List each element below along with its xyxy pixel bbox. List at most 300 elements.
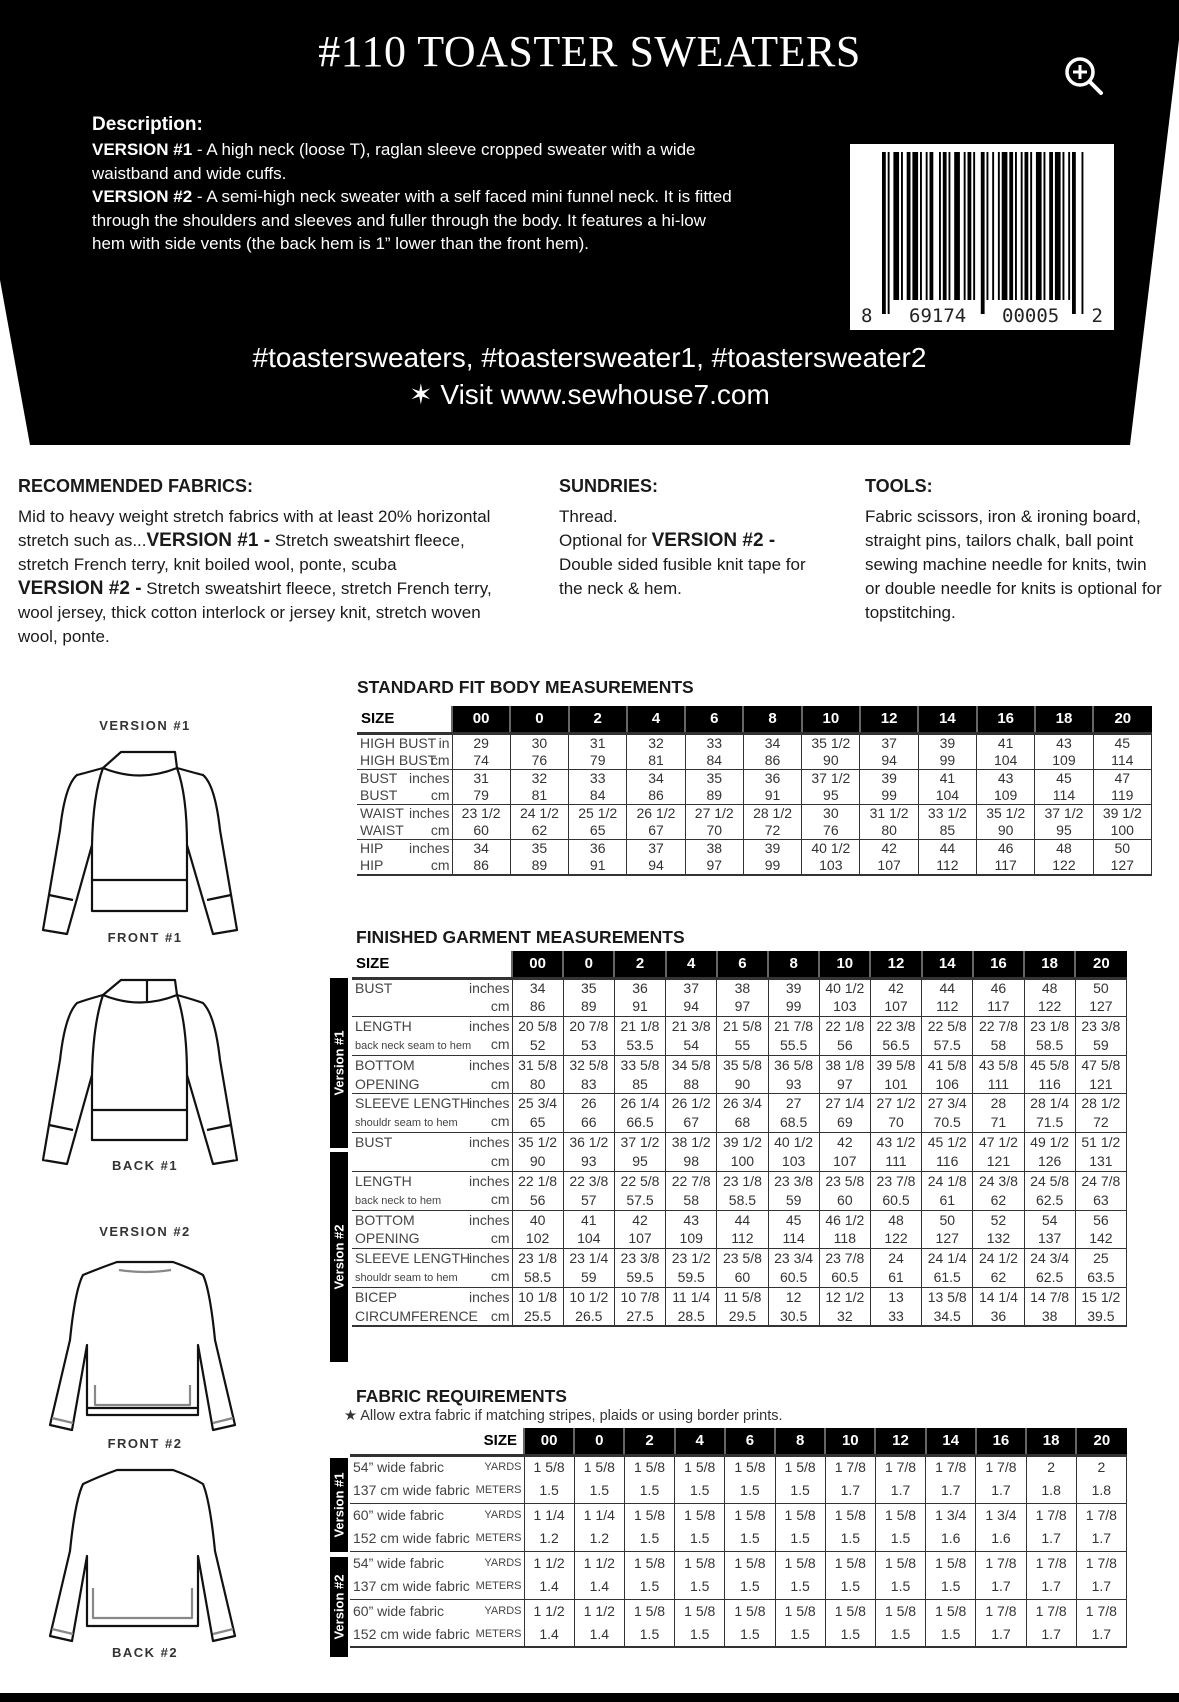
size-label: SIZE	[357, 706, 452, 733]
row-unit: inches	[409, 769, 450, 786]
zoom-in-icon	[1062, 54, 1108, 100]
cell-size-0: 89	[510, 857, 568, 875]
fabrics-v1-label: VERSION #1 -	[146, 530, 271, 551]
cell-size-10: 107	[819, 1152, 870, 1171]
table-row	[352, 1113, 1127, 1133]
cell-size-12: 39	[860, 769, 918, 787]
cell-size-2: 1 5/8	[624, 1503, 674, 1527]
cell-size-6: 84	[685, 752, 743, 770]
back1-label: BACK #1	[111, 1158, 179, 1173]
website-link[interactable]: ✶ Visit www.sewhouse7.com	[409, 379, 770, 410]
cell-size-00: 56	[512, 1191, 563, 1211]
recommended-fabrics	[18, 476, 498, 649]
cell-size-14: 24 1/4	[922, 1249, 973, 1268]
cell-size-8: 40 1/2	[768, 1133, 819, 1152]
cell-size-6: 29.5	[717, 1307, 768, 1326]
row-name: 60” wide fabric	[353, 1602, 445, 1619]
cell-size-8: 28 1/2	[743, 804, 801, 822]
table-row	[352, 1171, 1127, 1190]
barcode-bar	[1002, 152, 1008, 300]
row-unit: cm	[430, 856, 450, 873]
cell-size-4: 98	[666, 1152, 717, 1171]
size-header-20: 20	[1075, 951, 1126, 978]
row-unit: METERS	[475, 1580, 522, 1593]
finished-v1-bar	[330, 978, 348, 1148]
row-label	[357, 822, 452, 840]
cell-size-2: 107	[614, 1229, 665, 1248]
cell-size-0: 1.4	[574, 1623, 624, 1647]
cell-size-0: 1 5/8	[574, 1455, 624, 1479]
cell-size-16: 1.7	[976, 1479, 1026, 1503]
row-unit: cm	[490, 1035, 510, 1052]
front2-sketch	[35, 1250, 255, 1440]
table-row	[352, 1017, 1127, 1036]
cell-size-10: 1.5	[825, 1527, 875, 1551]
cell-size-6: 58.5	[717, 1191, 768, 1211]
size-header-00: 00	[524, 1428, 574, 1455]
barcode-bar	[1025, 152, 1029, 300]
row-name: BUST	[360, 786, 398, 803]
cell-size-10: 27 1/4	[819, 1094, 870, 1113]
cell-size-20: 15 1/2	[1075, 1288, 1126, 1307]
cell-size-12: 70	[870, 1113, 921, 1133]
row-label	[352, 978, 512, 997]
cell-size-16: 1.7	[976, 1575, 1026, 1599]
cell-size-12: 43 1/2	[870, 1133, 921, 1152]
cell-size-6: 97	[685, 857, 743, 875]
cell-size-4: 22 7/8	[666, 1171, 717, 1190]
cell-size-12: 60.5	[870, 1191, 921, 1211]
cell-size-12: 94	[860, 752, 918, 770]
barcode-bar	[981, 152, 985, 314]
back2-sketch	[35, 1466, 255, 1656]
barcode-bar	[1015, 152, 1017, 300]
cell-size-10: 42	[819, 1133, 870, 1152]
barcode-bar	[939, 152, 941, 300]
row-unit: inches	[469, 979, 510, 996]
cell-size-6: 1.5	[725, 1479, 775, 1503]
sundries-v2-label: VERSION #2 -	[651, 530, 776, 551]
cell-size-14: 1 3/4	[926, 1503, 976, 1527]
cell-size-4: 1 5/8	[675, 1551, 725, 1575]
cell-size-18: 38	[1024, 1307, 1075, 1326]
cell-size-6: 97	[717, 997, 768, 1016]
cell-size-2: 91	[614, 997, 665, 1016]
table-row	[352, 1191, 1127, 1211]
size-header-00: 00	[512, 951, 563, 978]
cell-size-8: 30.5	[768, 1307, 819, 1326]
row-label	[352, 1249, 512, 1268]
row-unit: inches	[469, 1134, 510, 1151]
cell-size-00: 23 1/2	[452, 804, 510, 822]
cell-size-0: 10 1/2	[563, 1288, 614, 1307]
cell-size-10: 1.5	[825, 1575, 875, 1599]
cell-size-16: 24 3/8	[973, 1171, 1024, 1190]
cell-size-10: 97	[819, 1075, 870, 1094]
size-header-12: 12	[870, 951, 921, 978]
cell-size-6: 44	[717, 1210, 768, 1229]
cell-size-18: 37 1/2	[1035, 804, 1093, 822]
cell-size-0: 35	[563, 978, 614, 997]
size-header-0: 0	[574, 1428, 624, 1455]
cell-size-16: 14 1/4	[973, 1288, 1024, 1307]
row-name: BOTTOM	[355, 1211, 415, 1228]
row-label	[352, 1017, 512, 1036]
cell-size-4: 81	[627, 752, 685, 770]
cell-size-2: 85	[614, 1075, 665, 1094]
cell-size-16: 71	[973, 1113, 1024, 1133]
cell-size-20: 119	[1093, 787, 1151, 805]
v1-label: VERSION #1	[92, 140, 193, 159]
size-header-10: 10	[802, 706, 860, 733]
cell-size-16: 41	[977, 733, 1035, 752]
cell-size-4: 37	[666, 978, 717, 997]
cell-size-16: 62	[973, 1268, 1024, 1288]
barcode-bar	[1030, 152, 1032, 300]
cell-size-8: 103	[768, 1152, 819, 1171]
cell-size-20: 121	[1075, 1075, 1126, 1094]
row-label	[357, 839, 452, 857]
cell-size-14: 24 1/8	[922, 1171, 973, 1190]
cell-size-16: 24 1/2	[973, 1249, 1024, 1268]
cell-size-8: 60.5	[768, 1268, 819, 1288]
row-name: SLEEVE LENGTH	[355, 1095, 471, 1112]
finished-v2-bar	[330, 1152, 348, 1362]
table-row	[357, 839, 1152, 857]
cell-size-12: 101	[870, 1075, 921, 1094]
cell-size-20: 59	[1075, 1036, 1126, 1056]
row-label	[352, 1307, 512, 1326]
cell-size-20: 1.7	[1076, 1623, 1126, 1647]
fabrics-v2-label: VERSION #2 -	[18, 578, 142, 599]
tools-text: Fabric scissors, iron & ironing board, straight pins, tailors chalk, ball point sewing machine needle for knits, twin or double needle for knits is optional for topstitching.	[865, 507, 1162, 622]
cell-size-20: 24 7/8	[1075, 1171, 1126, 1190]
cell-size-18: 48	[1024, 978, 1075, 997]
row-label	[352, 1075, 512, 1094]
cell-size-12: 23 7/8	[870, 1171, 921, 1190]
cell-size-12: 111	[870, 1152, 921, 1171]
cell-size-12: 107	[860, 857, 918, 875]
barcode-bar	[998, 152, 1000, 300]
row-label	[352, 1094, 512, 1113]
cell-size-8: 68.5	[768, 1113, 819, 1133]
cell-size-4: 11 1/4	[666, 1288, 717, 1307]
cell-size-14: 34.5	[922, 1307, 973, 1326]
row-unit: inches	[469, 1172, 510, 1189]
cell-size-6: 1.5	[725, 1527, 775, 1551]
cell-size-10: 40 1/2	[819, 978, 870, 997]
cell-size-10: 60	[819, 1191, 870, 1211]
size-header-14: 14	[922, 951, 973, 978]
cell-size-0: 66	[563, 1113, 614, 1133]
cell-size-14: 99	[918, 752, 976, 770]
cell-size-2: 31	[569, 733, 627, 752]
size-header-0: 0	[563, 951, 614, 978]
cell-size-8: 1.5	[775, 1623, 825, 1647]
row-unit: inches	[469, 1095, 510, 1112]
size-header-12: 12	[875, 1428, 925, 1455]
size-header-16: 16	[977, 706, 1035, 733]
cell-size-8: 114	[768, 1229, 819, 1248]
finished-measurements-title: FINISHED GARMENT MEASUREMENTS	[356, 927, 685, 947]
cell-size-18: 109	[1035, 752, 1093, 770]
front2-label: FRONT #2	[107, 1436, 183, 1451]
cell-size-00: 60	[452, 822, 510, 840]
cell-size-10: 76	[802, 822, 860, 840]
cell-size-12: 61	[870, 1268, 921, 1288]
size-header-10: 10	[819, 951, 870, 978]
cell-size-18: 28 1/4	[1024, 1094, 1075, 1113]
cell-size-20: 50	[1093, 839, 1151, 857]
row-label	[352, 1113, 512, 1133]
cell-size-0: 93	[563, 1152, 614, 1171]
table-row	[352, 1152, 1127, 1171]
cell-size-10: 32	[819, 1307, 870, 1326]
sundries-text: Double sided fusible knit tape for the neck & hem.	[559, 555, 806, 598]
cell-size-16: 1.7	[976, 1623, 1026, 1647]
cell-size-10: 38 1/8	[819, 1055, 870, 1074]
cell-size-18: 1 7/8	[1026, 1503, 1076, 1527]
cell-size-0: 1.2	[574, 1527, 624, 1551]
table-row	[357, 822, 1152, 840]
cell-size-4: 37	[627, 839, 685, 857]
cell-size-14: 39	[918, 733, 976, 752]
cell-size-6: 68	[717, 1113, 768, 1133]
row-unit: cm	[430, 821, 450, 838]
table-row	[350, 1599, 1127, 1623]
cell-size-6: 26 3/4	[717, 1094, 768, 1113]
cell-size-16: 121	[973, 1152, 1024, 1171]
cell-size-4: 1.5	[675, 1479, 725, 1503]
barcode-bar	[1044, 152, 1046, 300]
cell-size-4: 88	[666, 1075, 717, 1094]
cell-size-20: 142	[1075, 1229, 1126, 1248]
cell-size-16: 62	[973, 1191, 1024, 1211]
cell-size-6: 112	[717, 1229, 768, 1248]
cell-size-00: 58.5	[512, 1268, 563, 1288]
barcode-bar	[930, 152, 934, 300]
cell-size-00: 1 1/2	[524, 1599, 574, 1623]
cell-size-00: 29	[452, 733, 510, 752]
cell-size-14: 41 5/8	[922, 1055, 973, 1074]
cell-size-2: 79	[569, 752, 627, 770]
description-v2	[92, 185, 732, 256]
cell-size-8: 72	[743, 822, 801, 840]
row-label	[352, 1133, 512, 1152]
row-label	[350, 1599, 524, 1623]
size-header-18: 18	[1026, 1428, 1076, 1455]
cell-size-8: 1.5	[775, 1575, 825, 1599]
cell-size-12: 37	[860, 733, 918, 752]
cell-size-0: 20 7/8	[563, 1017, 614, 1036]
cell-size-20: 131	[1075, 1152, 1126, 1171]
cell-size-10: 118	[819, 1229, 870, 1248]
cell-size-8: 99	[743, 857, 801, 875]
cell-size-4: 34	[627, 769, 685, 787]
cell-size-16: 104	[977, 752, 1035, 770]
cell-size-4: 26 1/2	[666, 1094, 717, 1113]
cell-size-2: 37 1/2	[614, 1133, 665, 1152]
barcode-bar	[893, 152, 899, 300]
barcode-bar	[954, 152, 960, 300]
finished-v2-label: Version #2	[331, 1224, 347, 1290]
cell-size-00: 20 5/8	[512, 1017, 563, 1036]
row-label	[352, 1210, 512, 1229]
finished-v1-label: Version #1	[331, 1030, 347, 1096]
size-header-row	[357, 706, 1152, 733]
cell-size-20: 72	[1075, 1113, 1126, 1133]
cell-size-14: 1 5/8	[926, 1551, 976, 1575]
cell-size-16: 117	[973, 997, 1024, 1016]
cell-size-20: 51 1/2	[1075, 1133, 1126, 1152]
cell-size-00: 31	[452, 769, 510, 787]
body-measurements-table	[357, 706, 1152, 876]
barcode-bar	[901, 152, 903, 300]
version2-label: VERSION #2	[99, 1224, 191, 1239]
cell-size-12: 1.7	[875, 1479, 925, 1503]
cell-size-12: 13	[870, 1288, 921, 1307]
row-label	[350, 1527, 524, 1551]
row-name: 54” wide fabric	[353, 1459, 445, 1476]
cell-size-16: 43 5/8	[973, 1055, 1024, 1074]
cell-size-10: 1 5/8	[825, 1599, 875, 1623]
cell-size-2: 1.5	[624, 1623, 674, 1647]
cell-size-0: 53	[563, 1036, 614, 1056]
cell-size-8: 55.5	[768, 1036, 819, 1056]
size-header-4: 4	[666, 951, 717, 978]
barcode-bar	[1021, 152, 1023, 300]
cell-size-2: 1 5/8	[624, 1599, 674, 1623]
cell-size-16: 1.6	[976, 1527, 1026, 1551]
cell-size-6: 1 5/8	[725, 1599, 775, 1623]
cell-size-00: 80	[512, 1075, 563, 1094]
cell-size-6: 1 5/8	[725, 1455, 775, 1479]
cell-size-6: 27 1/2	[685, 804, 743, 822]
cell-size-12: 27 1/2	[870, 1094, 921, 1113]
cell-size-0: 1 1/4	[574, 1503, 624, 1527]
cell-size-0: 23 1/4	[563, 1249, 614, 1268]
barcode-bar	[1072, 152, 1076, 314]
row-unit: cm	[490, 998, 510, 1015]
cell-size-6: 23 1/8	[717, 1171, 768, 1190]
cell-size-12: 80	[860, 822, 918, 840]
tools-heading: TOOLS:	[865, 476, 933, 496]
sundries-line2	[559, 529, 819, 601]
row-name: HIGH BUST	[360, 751, 437, 768]
cell-size-2: 36	[614, 978, 665, 997]
barcode-bar	[912, 152, 918, 300]
row-name: BUST	[355, 1134, 393, 1151]
cell-size-18: 49 1/2	[1024, 1133, 1075, 1152]
cell-size-10: 56	[819, 1036, 870, 1056]
row-name: LENGTH	[355, 1172, 412, 1189]
cell-size-20: 2	[1076, 1455, 1126, 1479]
cell-size-14: 1 5/8	[926, 1599, 976, 1623]
finished-measurements-table	[352, 951, 1127, 1327]
cell-size-16: 1 7/8	[976, 1599, 1026, 1623]
cell-size-00: 1.2	[524, 1527, 574, 1551]
cell-size-12: 42	[870, 978, 921, 997]
table-row	[352, 1210, 1127, 1229]
cell-size-6: 100	[717, 1152, 768, 1171]
cell-size-6: 11 5/8	[717, 1288, 768, 1307]
row-label	[350, 1455, 524, 1479]
cell-size-18: 122	[1035, 857, 1093, 875]
row-name: shouldr seam to hem	[355, 1117, 458, 1130]
fabric-v1-bar	[330, 1458, 348, 1552]
cell-size-0: 1.4	[574, 1575, 624, 1599]
cell-size-0: 89	[563, 997, 614, 1016]
row-name: LENGTH	[355, 1017, 412, 1034]
barcode-bar	[1082, 152, 1084, 314]
row-name: OPENING	[355, 1075, 420, 1092]
size-header-14: 14	[926, 1428, 976, 1455]
cell-size-6: 35	[685, 769, 743, 787]
cell-size-0: 24 1/2	[510, 804, 568, 822]
row-name: 60” wide fabric	[353, 1506, 445, 1523]
cell-size-10: 30	[802, 804, 860, 822]
cell-size-18: 45 5/8	[1024, 1055, 1075, 1074]
size-header-6: 6	[725, 1428, 775, 1455]
table-row	[352, 1133, 1127, 1152]
row-name: 54” wide fabric	[353, 1554, 445, 1571]
size-label: SIZE	[352, 951, 512, 978]
cell-size-00: 25 3/4	[512, 1094, 563, 1113]
row-unit: YARDS	[484, 1508, 522, 1521]
table-row	[352, 1036, 1127, 1056]
cell-size-10: 103	[819, 997, 870, 1016]
cell-size-4: 94	[666, 997, 717, 1016]
row-unit: inches	[469, 1056, 510, 1073]
cell-size-12: 56.5	[870, 1036, 921, 1056]
table-row	[352, 997, 1127, 1016]
cell-size-18: 1.7	[1026, 1527, 1076, 1551]
cell-size-14: 1.5	[926, 1575, 976, 1599]
cell-size-2: 53.5	[614, 1036, 665, 1056]
cell-size-00: 1 1/2	[524, 1551, 574, 1575]
fabrics-v1-text: Stretch sweatshirt fleece, stretch French terry, knit boiled wool, ponte, scuba	[18, 531, 465, 574]
table-row	[352, 1268, 1127, 1288]
barcode-digit: 00005	[1002, 305, 1060, 327]
cell-size-8: 39	[768, 978, 819, 997]
row-unit: inches	[469, 1017, 510, 1034]
cell-size-00: 22 1/8	[512, 1171, 563, 1190]
cell-size-6: 38	[717, 978, 768, 997]
cell-size-8: 45	[768, 1210, 819, 1229]
row-unit: METERS	[475, 1628, 522, 1640]
barcode-bar	[943, 152, 947, 300]
cell-size-18: 14 7/8	[1024, 1288, 1075, 1307]
zoom-in-button[interactable]	[1062, 54, 1108, 100]
cell-size-20: 28 1/2	[1075, 1094, 1126, 1113]
row-name: 152 cm wide fabric	[353, 1530, 470, 1547]
cell-size-2: 84	[569, 787, 627, 805]
page-title: #110 TOASTER SWEATERS	[318, 27, 861, 76]
row-label	[350, 1551, 524, 1575]
size-header-8: 8	[775, 1428, 825, 1455]
cell-size-16: 132	[973, 1229, 1024, 1248]
cell-size-20: 47	[1093, 769, 1151, 787]
cell-size-6: 60	[717, 1268, 768, 1288]
row-label	[352, 1191, 512, 1211]
row-name: BUST	[360, 769, 398, 786]
row-label	[352, 1055, 512, 1074]
cell-size-20: 63.5	[1075, 1268, 1126, 1288]
barcode-bar	[1009, 152, 1013, 300]
table-row	[352, 1094, 1127, 1113]
cell-size-16: 1 3/4	[976, 1503, 1026, 1527]
cell-size-2: 95	[614, 1152, 665, 1171]
